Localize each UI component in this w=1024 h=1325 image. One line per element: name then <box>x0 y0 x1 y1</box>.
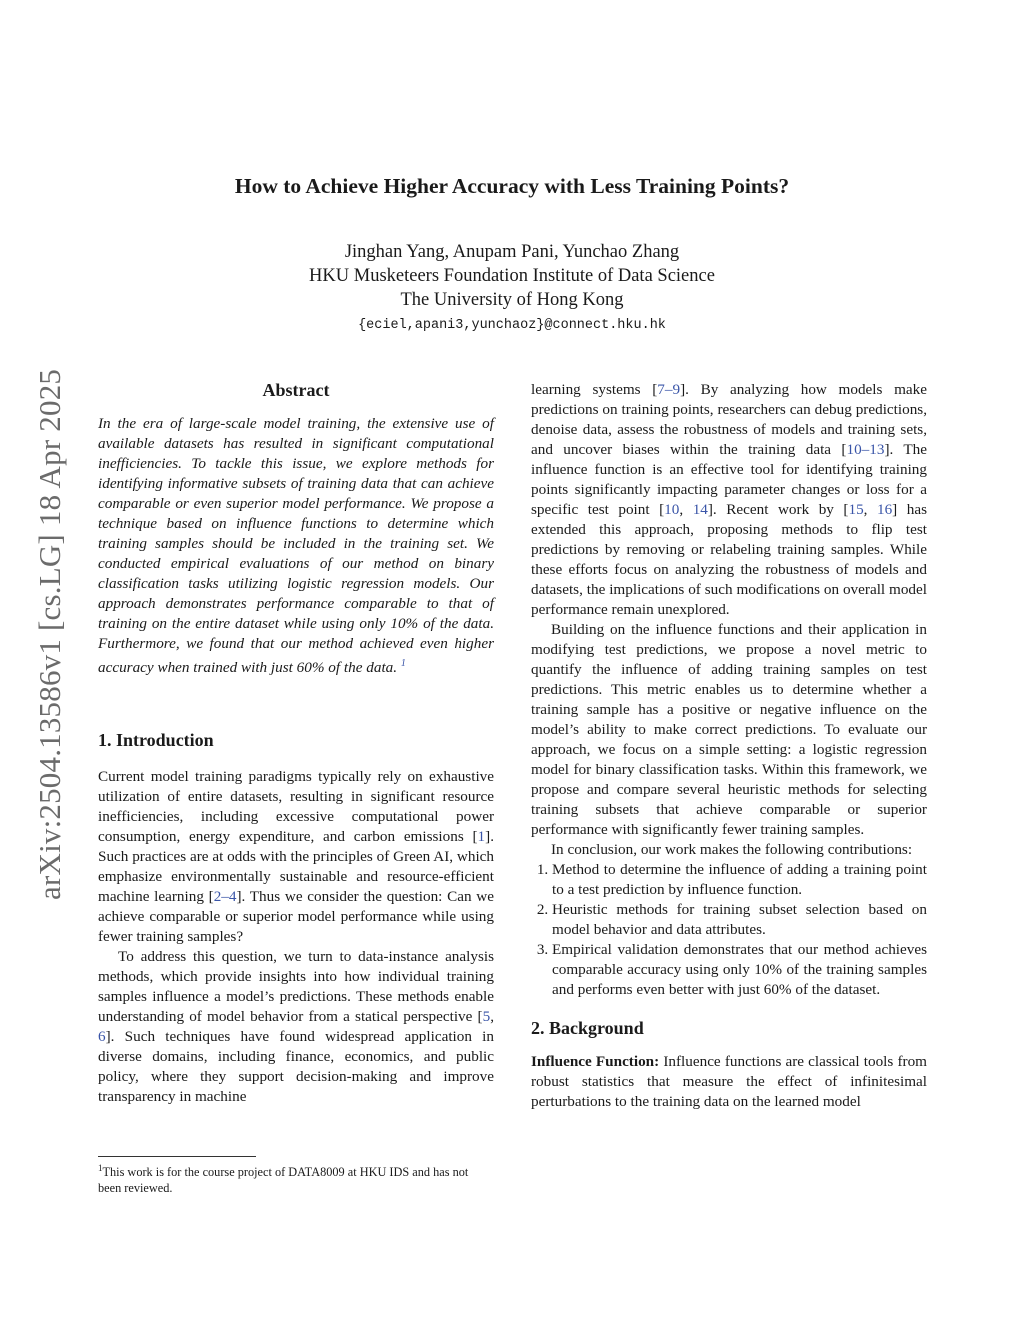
citation-link[interactable]: 10 <box>664 501 680 518</box>
background-paragraph: Influence Function: Influence functions are classical tools from robust statistics that measure the effect of infinitesimal perturbations to the training data on the learned model <box>531 1053 927 1110</box>
arxiv-identifier-stamp: arXiv:2504.13586v1 [cs.LG] 18 Apr 2025 <box>32 368 67 900</box>
abstract-heading: Abstract <box>262 380 330 400</box>
author-university: The University of Hong Kong <box>400 290 624 310</box>
list-item: 2. Heuristic methods for training subset selection based on model behavior and data attributes. <box>552 900 927 940</box>
footnote-ref-1[interactable]: 1 <box>400 658 406 669</box>
citation-link[interactable]: 15 <box>848 501 864 518</box>
footnote-mark: 1 <box>98 1163 103 1173</box>
citation-link[interactable]: 16 <box>876 501 893 518</box>
intro-paragraph-5: In conclusion, our work makes the following contributions: <box>551 841 913 858</box>
abstract-text: In the era of large-scale model training, the extensive use of available datasets has resulted in significant computational inefficiencies. To tackle this issue, we explore methods for identifying informative subsets of training data that can achieve comparable or even superior model performance. We propose a technique based on influence functions to determine which training samples should be included in the training set. We conducted empirical evaluations of our method on binary classification tasks utilizing logistic regression models. Our approach demonstrates performance comparable to that of training on the entire dataset while using only 10% of the data. Furthermore, we found that our method achieved even higher accuracy when trained with just 60% of the data. $^1$ <box>98 415 494 677</box>
background-heading: 2. Background <box>531 1018 644 1038</box>
intro-heading: 1. Introduction <box>98 730 214 751</box>
citation-link[interactable]: 14 <box>692 501 708 518</box>
list-item: 3. Empirical validation demonstrates that our method achieves comparable accuracy using only 10% of the training samples and performs even better with just 60% of the dataset. <box>552 940 927 1000</box>
intro-paragraph-4: Building on the influence functions and their application in modifying test predictions, we propose a novel metric to quantify the influence of adding training samples on test predictions. This metric enables us to determine whether a training sample has a positive or negative influence on the model’s ability to make correct predictions. To evaluate our approach, we focus on a simple setting: a logistic regression model for binary classification tasks. Within this framework, we propose and compare several heuristic methods for selecting training subsets that achieve comparable or superior performance with significantly fewer training samples. <box>531 621 927 838</box>
footnote-divider <box>98 1156 256 1157</box>
citation-link[interactable]: 5 <box>482 1008 491 1026</box>
left-column <box>98 380 494 1107</box>
citation-link[interactable]: 1 <box>477 828 486 846</box>
citation-link[interactable]: 7–9 <box>657 381 681 398</box>
list-item: 1. Method to determine the influence of adding a training point to a test prediction by influence function. <box>552 860 927 900</box>
right-column <box>531 380 927 1112</box>
intro-paragraph-1: Current model training paradigms typically rely on exhaustive utilization of entire datasets, resulting in significant resource inefficiencies, including excessive computational power consumption, energy expenditure, and carbon emissions [1]. Such practices are at odds with the principles of Green AI, which emphasize environmentally sustainable and resource-efficient machine learning [2–4]. Thus we consider the question: Can we achieve comparable or superior model performance while using fewer training samples? <box>98 768 495 946</box>
footnote <box>98 1160 494 1196</box>
intro-paragraph-3: learning systems [7–9]. By analyzing how models make predictions on training points, researchers can debug predictions, denoise data, assess the robustness of models and training sets, and uncover biases within the training data [10–13]. The influence function is an effective tool for identifying training points significantly impacting parameter changes or loss for a specific test point [10, 14]. Recent work by [15, 16] has extended this approach, proposing methods to flip test predictions by removing or relabeling training samples. While these efforts focus on analyzing the robustness of models and datasets, the implications of such modifications on overall model performance remain unexplored. <box>531 381 928 618</box>
author-block <box>0 240 1024 340</box>
author-affiliation: HKU Musketeers Foundation Institute of Data Science <box>309 266 715 286</box>
contributions-list <box>531 860 927 1000</box>
citation-link[interactable]: 10–13 <box>846 441 885 458</box>
intro-paragraph-2: To address this question, we turn to data-instance analysis methods, which provide insights into how individual training samples influence a model’s predictions. These methods enable understanding of model behavior from a statical perspective [5, 6]. Such techniques have found widespread application in diverse domains, including finance, economics, and public policy, where they support decision-making and improve transparency in machine <box>98 948 494 1106</box>
author-names: Jinghan Yang, Anupam Pani, Yunchao Zhang <box>344 242 680 262</box>
paper-title: How to Achieve Higher Accuracy with Less Training Points? <box>234 174 790 198</box>
author-emails: {eciel,apani3,yunchaoz}@connect.hku.hk <box>358 318 666 333</box>
footnote-text: This work is for the course project of DATA8009 at HKU IDS and has not been reviewed. <box>98 1165 469 1196</box>
citation-link[interactable]: 6 <box>98 1028 106 1046</box>
citation-link[interactable]: 2–4 <box>213 888 237 906</box>
influence-function-lead: Influence Function: <box>531 1053 660 1070</box>
